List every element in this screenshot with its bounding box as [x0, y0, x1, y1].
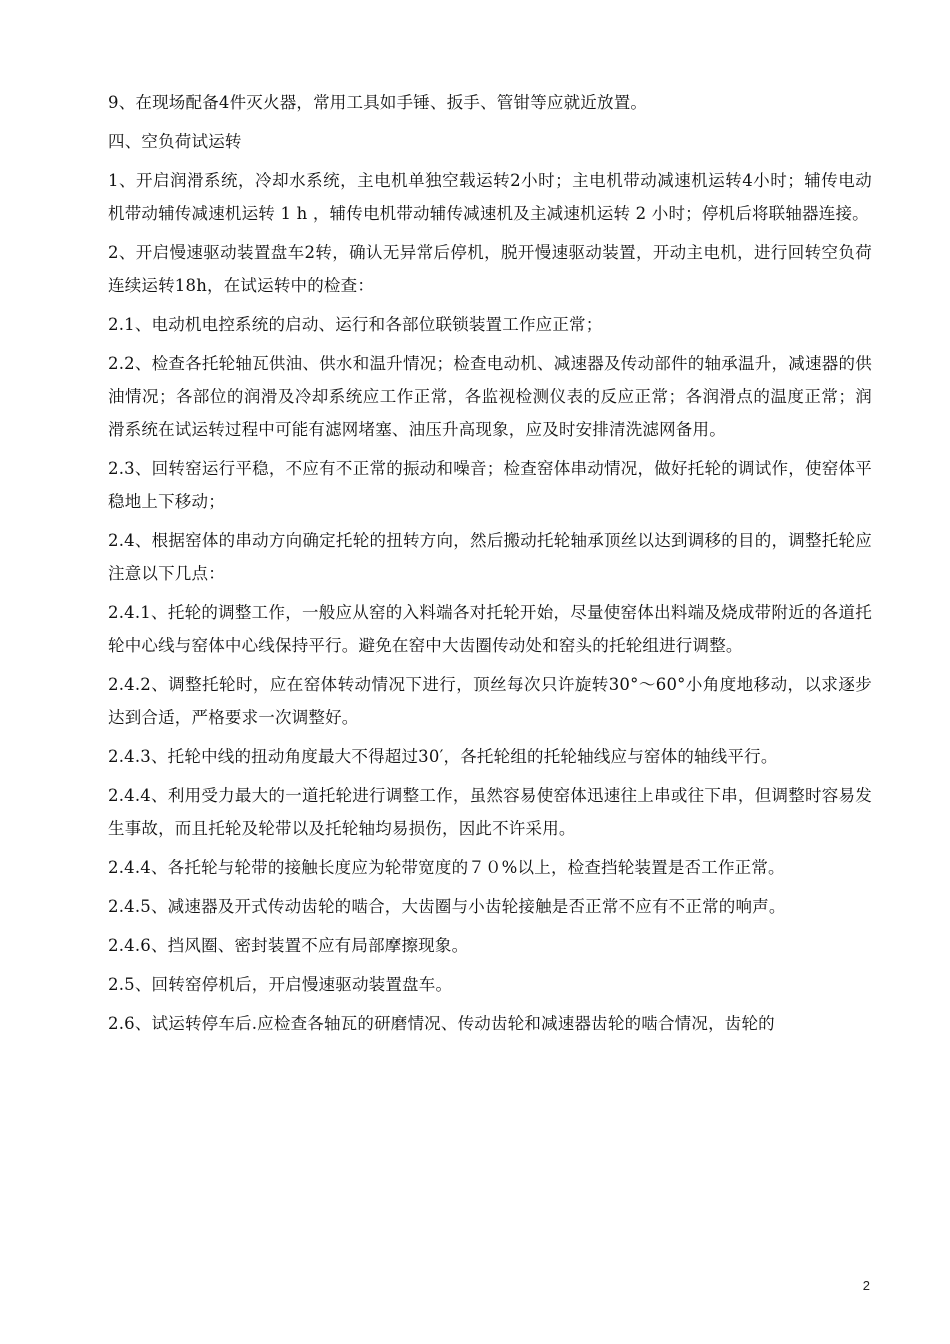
- paragraph-item-2-6: 2.6、试运转停车后.应检查各轴瓦的研磨情况、传动齿轮和减速器齿轮的啮合情况，齿轮的: [108, 1014, 775, 1033]
- paragraph-item-2-1: 2.1、电动机电控系统的启动、运行和各部位联锁装置工作应正常；: [108, 315, 603, 334]
- paragraph-item-2-5: 2.5、回转窑停机后，开启慢速驱动装置盘车。: [108, 975, 453, 994]
- paragraph-item-2-4-6: 2.4.6、挡风圈、密封装置不应有局部摩擦现象。: [108, 936, 469, 955]
- paragraph-item-1: 1、开启润滑系统，冷却水系统，主电机单独空载运转2小时；主电机带动减速机运转4小时；辅传电动机带动辅传减速机运转 1 h ，辅传电机带动辅传减速机及主减速机运转 2 小时；停机后将联轴器连接。: [108, 171, 872, 223]
- paragraph-item-2-2: 2.2、检查各托轮轴瓦供油、供水和温升情况；检查电动机、减速器及传动部件的轴承温升，减速器的供油情况；各部位的润滑及冷却系统应工作正常，各监视检测仪表的反应正常；各润滑点的温度正常；润滑系统在试运转过程中可能有滤网堵塞、油压升高现象，应及时安排清洗滤网备用。: [108, 354, 872, 439]
- paragraph-item-9: 9、在现场配备4件灭火器，常用工具如手锤、扳手、管钳等应就近放置。: [108, 93, 648, 112]
- document-body: [108, 86, 872, 1046]
- paragraph-item-2-4-1: 2.4.1、托轮的调整工作，一般应从窑的入料端各对托轮开始，尽量使窑体出料端及烧成带附近的各道托轮中心线与窑体中心线保持平行。避免在窑中大齿圈传动处和窑头的托轮组进行调整。: [108, 603, 872, 655]
- paragraph-item-2-4: 2.4、根据窑体的串动方向确定托轮的扭转方向，然后搬动托轮轴承顶丝以达到调移的目的，调整托轮应注意以下几点：: [108, 531, 872, 583]
- paragraph-item-2-4-3: 2.4.3、托轮中线的扭动角度最大不得超过30′，各托轮组的托轮轴线应与窑体的轴线平行。: [108, 747, 778, 766]
- paragraph-item-2-4-4b: 2.4.4、各托轮与轮带的接触长度应为轮带宽度的７０%以上，检查挡轮装置是否工作正常。: [108, 858, 785, 877]
- paragraph-item-2: 2、开启慢速驱动装置盘车2转，确认无异常后停机，脱开慢速驱动装置，开动主电机，进行回转空负荷连续运转18h，在试运转中的检查：: [108, 243, 872, 295]
- page-number: 2: [862, 1278, 870, 1293]
- paragraph-item-2-4-5: 2.4.5、减速器及开式传动齿轮的啮合，大齿圈与小齿轮接触是否正常不应有不正常的响声。: [108, 897, 786, 916]
- paragraph-item-2-3: 2.3、回转窑运行平稳，不应有不正常的振动和噪音；检查窑体串动情况，做好托轮的调试作，使窑体平稳地上下移动；: [108, 459, 872, 511]
- paragraph-item-2-4-2: 2.4.2、调整托轮时，应在窑体转动情况下进行，顶丝每次只许旋转30°～60°小角度地移动，以求逐步达到合适，严格要求一次调整好。: [108, 675, 872, 727]
- paragraph-item-2-4-4a: 2.4.4、利用受力最大的一道托轮进行调整工作，虽然容易使窑体迅速往上串或往下串，但调整时容易发生事故，而且托轮及轮带以及托轮轴均易损伤，因此不许采用。: [108, 786, 872, 838]
- section-heading-no-load-test: 四、空负荷试运转: [108, 132, 242, 151]
